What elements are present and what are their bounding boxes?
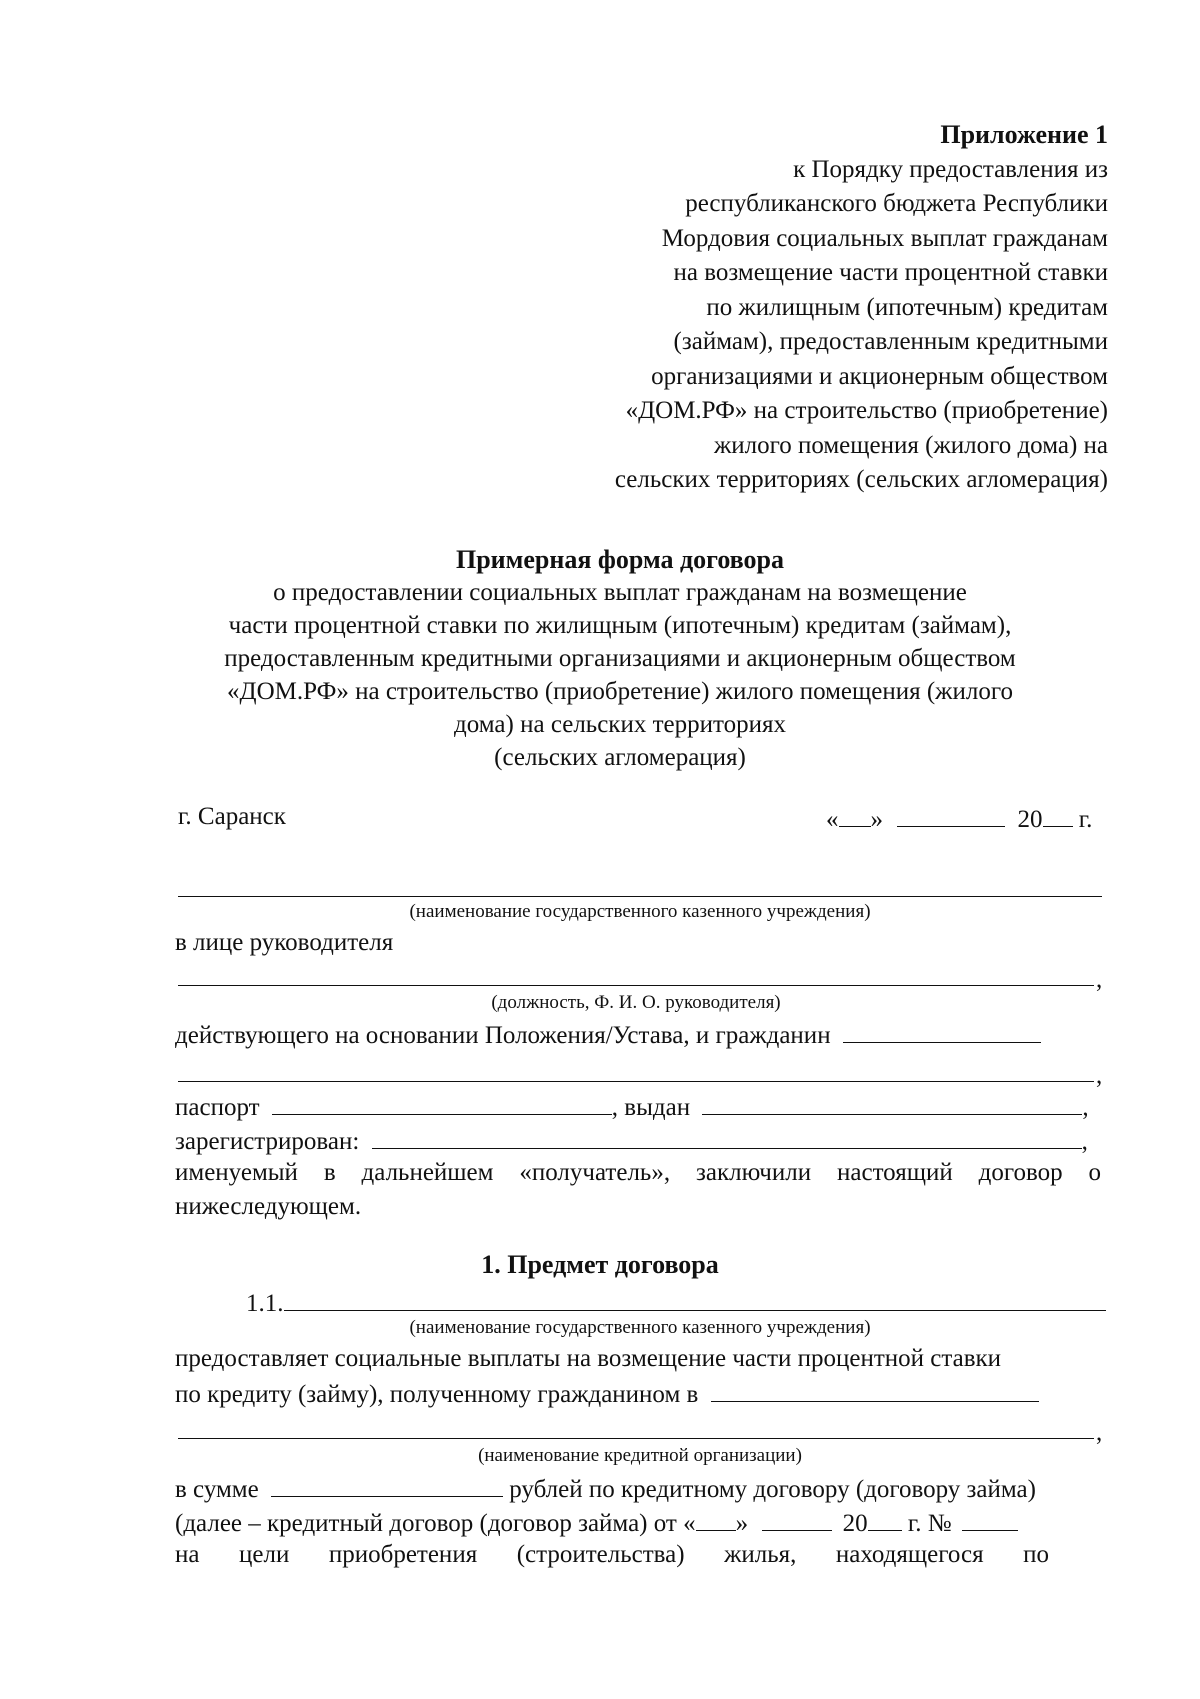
date-line bbox=[826, 800, 1092, 837]
citizen-comma: , bbox=[1096, 1062, 1103, 1089]
date-close-quote: » bbox=[870, 806, 883, 833]
further-no: г. № bbox=[907, 1510, 952, 1537]
month-blank[interactable] bbox=[897, 800, 1005, 827]
day-blank[interactable] bbox=[839, 800, 871, 827]
citizen-name-blank[interactable] bbox=[178, 1081, 1094, 1082]
appendix-line: на возмещение части процентной ставки bbox=[673, 259, 1108, 286]
form-title-line: «ДОМ.РФ» на строительство (приобретение) жилого помещения (жилого bbox=[227, 678, 1013, 705]
head-caption: (должность, Ф. И. О. руководителя) bbox=[491, 992, 781, 1013]
institution-caption: (наименование государственного казенного учреждения) bbox=[409, 901, 871, 922]
contract-month-blank[interactable] bbox=[762, 1504, 832, 1531]
bank-blank[interactable] bbox=[178, 1438, 1094, 1439]
appendix-line: жилого помещения (жилого дома) на bbox=[713, 431, 1108, 459]
acting-text: действующего на основании Положения/Устава, и гражданин bbox=[175, 1022, 831, 1049]
city-label: г. Саранск bbox=[178, 803, 286, 830]
institution-blank[interactable] bbox=[178, 896, 1102, 897]
appendix-line: «ДОМ.РФ» на строительство (приобретение) bbox=[625, 397, 1108, 424]
sum-suffix: рублей по кредитному договору (договору займа) bbox=[509, 1476, 1036, 1503]
appendix-line: по жилищным (ипотечным) кредитам bbox=[706, 293, 1108, 321]
named-line-2: нижеследующем. bbox=[175, 1193, 362, 1220]
item-institution-blank[interactable] bbox=[284, 1284, 1106, 1311]
form-title-line: о предоставлении социальных выплат гражданам на возмещение bbox=[273, 579, 967, 606]
contract-year-blank[interactable] bbox=[868, 1504, 902, 1531]
contract-day-blank[interactable] bbox=[696, 1504, 736, 1531]
further-prefix: (далее – кредитный договор (договор займа) от « bbox=[175, 1510, 696, 1537]
bank-comma: , bbox=[1096, 1419, 1103, 1446]
section1-institution-caption: (наименование государственного казенного учреждения) bbox=[409, 1317, 871, 1338]
registered-label: зарегистрирован: bbox=[175, 1128, 360, 1155]
named-line-1: именуемый в дальнейшем «получатель», заключили настоящий договор о bbox=[175, 1159, 1101, 1186]
acting-label bbox=[175, 1016, 1041, 1053]
passport-blank[interactable] bbox=[272, 1088, 612, 1115]
provides-line: предоставляет социальные выплаты на возмещение части процентной ставки bbox=[175, 1345, 1002, 1372]
appendix-line: Мордовия социальных выплат гражданам bbox=[661, 224, 1108, 252]
form-title-line: дома) на сельских территориях bbox=[454, 711, 786, 738]
further-line bbox=[175, 1504, 1018, 1541]
date-open-quote: « bbox=[826, 806, 839, 833]
sum-blank[interactable] bbox=[271, 1470, 503, 1497]
form-title-line: предоставленным кредитными организациями и акционерным обществом bbox=[224, 645, 1016, 672]
year-suffix: г. bbox=[1078, 806, 1093, 833]
registered-line: зарегистрирован: , bbox=[175, 1122, 1088, 1159]
credit-text: по кредиту (займу), полученному гражданином в bbox=[175, 1381, 699, 1408]
appendix-line: сельских территориях (сельских агломерация) bbox=[614, 466, 1108, 493]
appendix-line: (займам), предоставленным кредитными bbox=[673, 328, 1108, 355]
appendix-line: к Порядку предоставления из bbox=[793, 155, 1108, 183]
appendix-line: организациями и акционерным обществом bbox=[651, 362, 1108, 390]
citizen-blank[interactable] bbox=[843, 1016, 1041, 1043]
year-prefix: 20 bbox=[1017, 806, 1043, 833]
registered-blank[interactable] bbox=[372, 1122, 1082, 1149]
passport-line: паспорт , выдан , bbox=[175, 1088, 1089, 1125]
issued-label: , выдан bbox=[611, 1094, 691, 1121]
sum-prefix: в сумме bbox=[175, 1476, 259, 1503]
further-year: 20 bbox=[842, 1510, 868, 1537]
appendix-header bbox=[488, 118, 1108, 498]
form-title-line: части процентной ставки по жилищным (ипотечным) кредитам (займам), bbox=[228, 612, 1012, 639]
further-quote-close: » bbox=[735, 1510, 749, 1537]
credit-line bbox=[175, 1375, 1039, 1412]
credit-blank[interactable] bbox=[711, 1375, 1039, 1402]
item-number: 1.1. bbox=[246, 1290, 284, 1317]
sum-line bbox=[175, 1470, 1036, 1507]
appendix-line: республиканского бюджета Республики bbox=[685, 190, 1108, 217]
head-comma: , bbox=[1096, 966, 1103, 993]
form-title-line: (сельских агломерация) bbox=[494, 744, 746, 771]
head-blank[interactable] bbox=[178, 985, 1094, 986]
form-title bbox=[160, 543, 1080, 774]
contract-number-blank[interactable] bbox=[962, 1504, 1018, 1531]
bank-caption: (наименование кредитной организации) bbox=[478, 1445, 802, 1466]
passport-label: паспорт bbox=[175, 1094, 260, 1121]
purpose-line: на цели приобретения (строительства) жилья, находящегося по bbox=[175, 1541, 1049, 1568]
appendix-title: Приложение 1 bbox=[940, 120, 1108, 149]
form-heading: Примерная форма договора bbox=[456, 545, 784, 574]
in-person-label: в лице руководителя bbox=[175, 929, 394, 956]
section1-heading: 1. Предмет договора bbox=[481, 1250, 719, 1279]
issued-blank[interactable] bbox=[702, 1088, 1082, 1115]
year-blank[interactable] bbox=[1043, 800, 1073, 827]
